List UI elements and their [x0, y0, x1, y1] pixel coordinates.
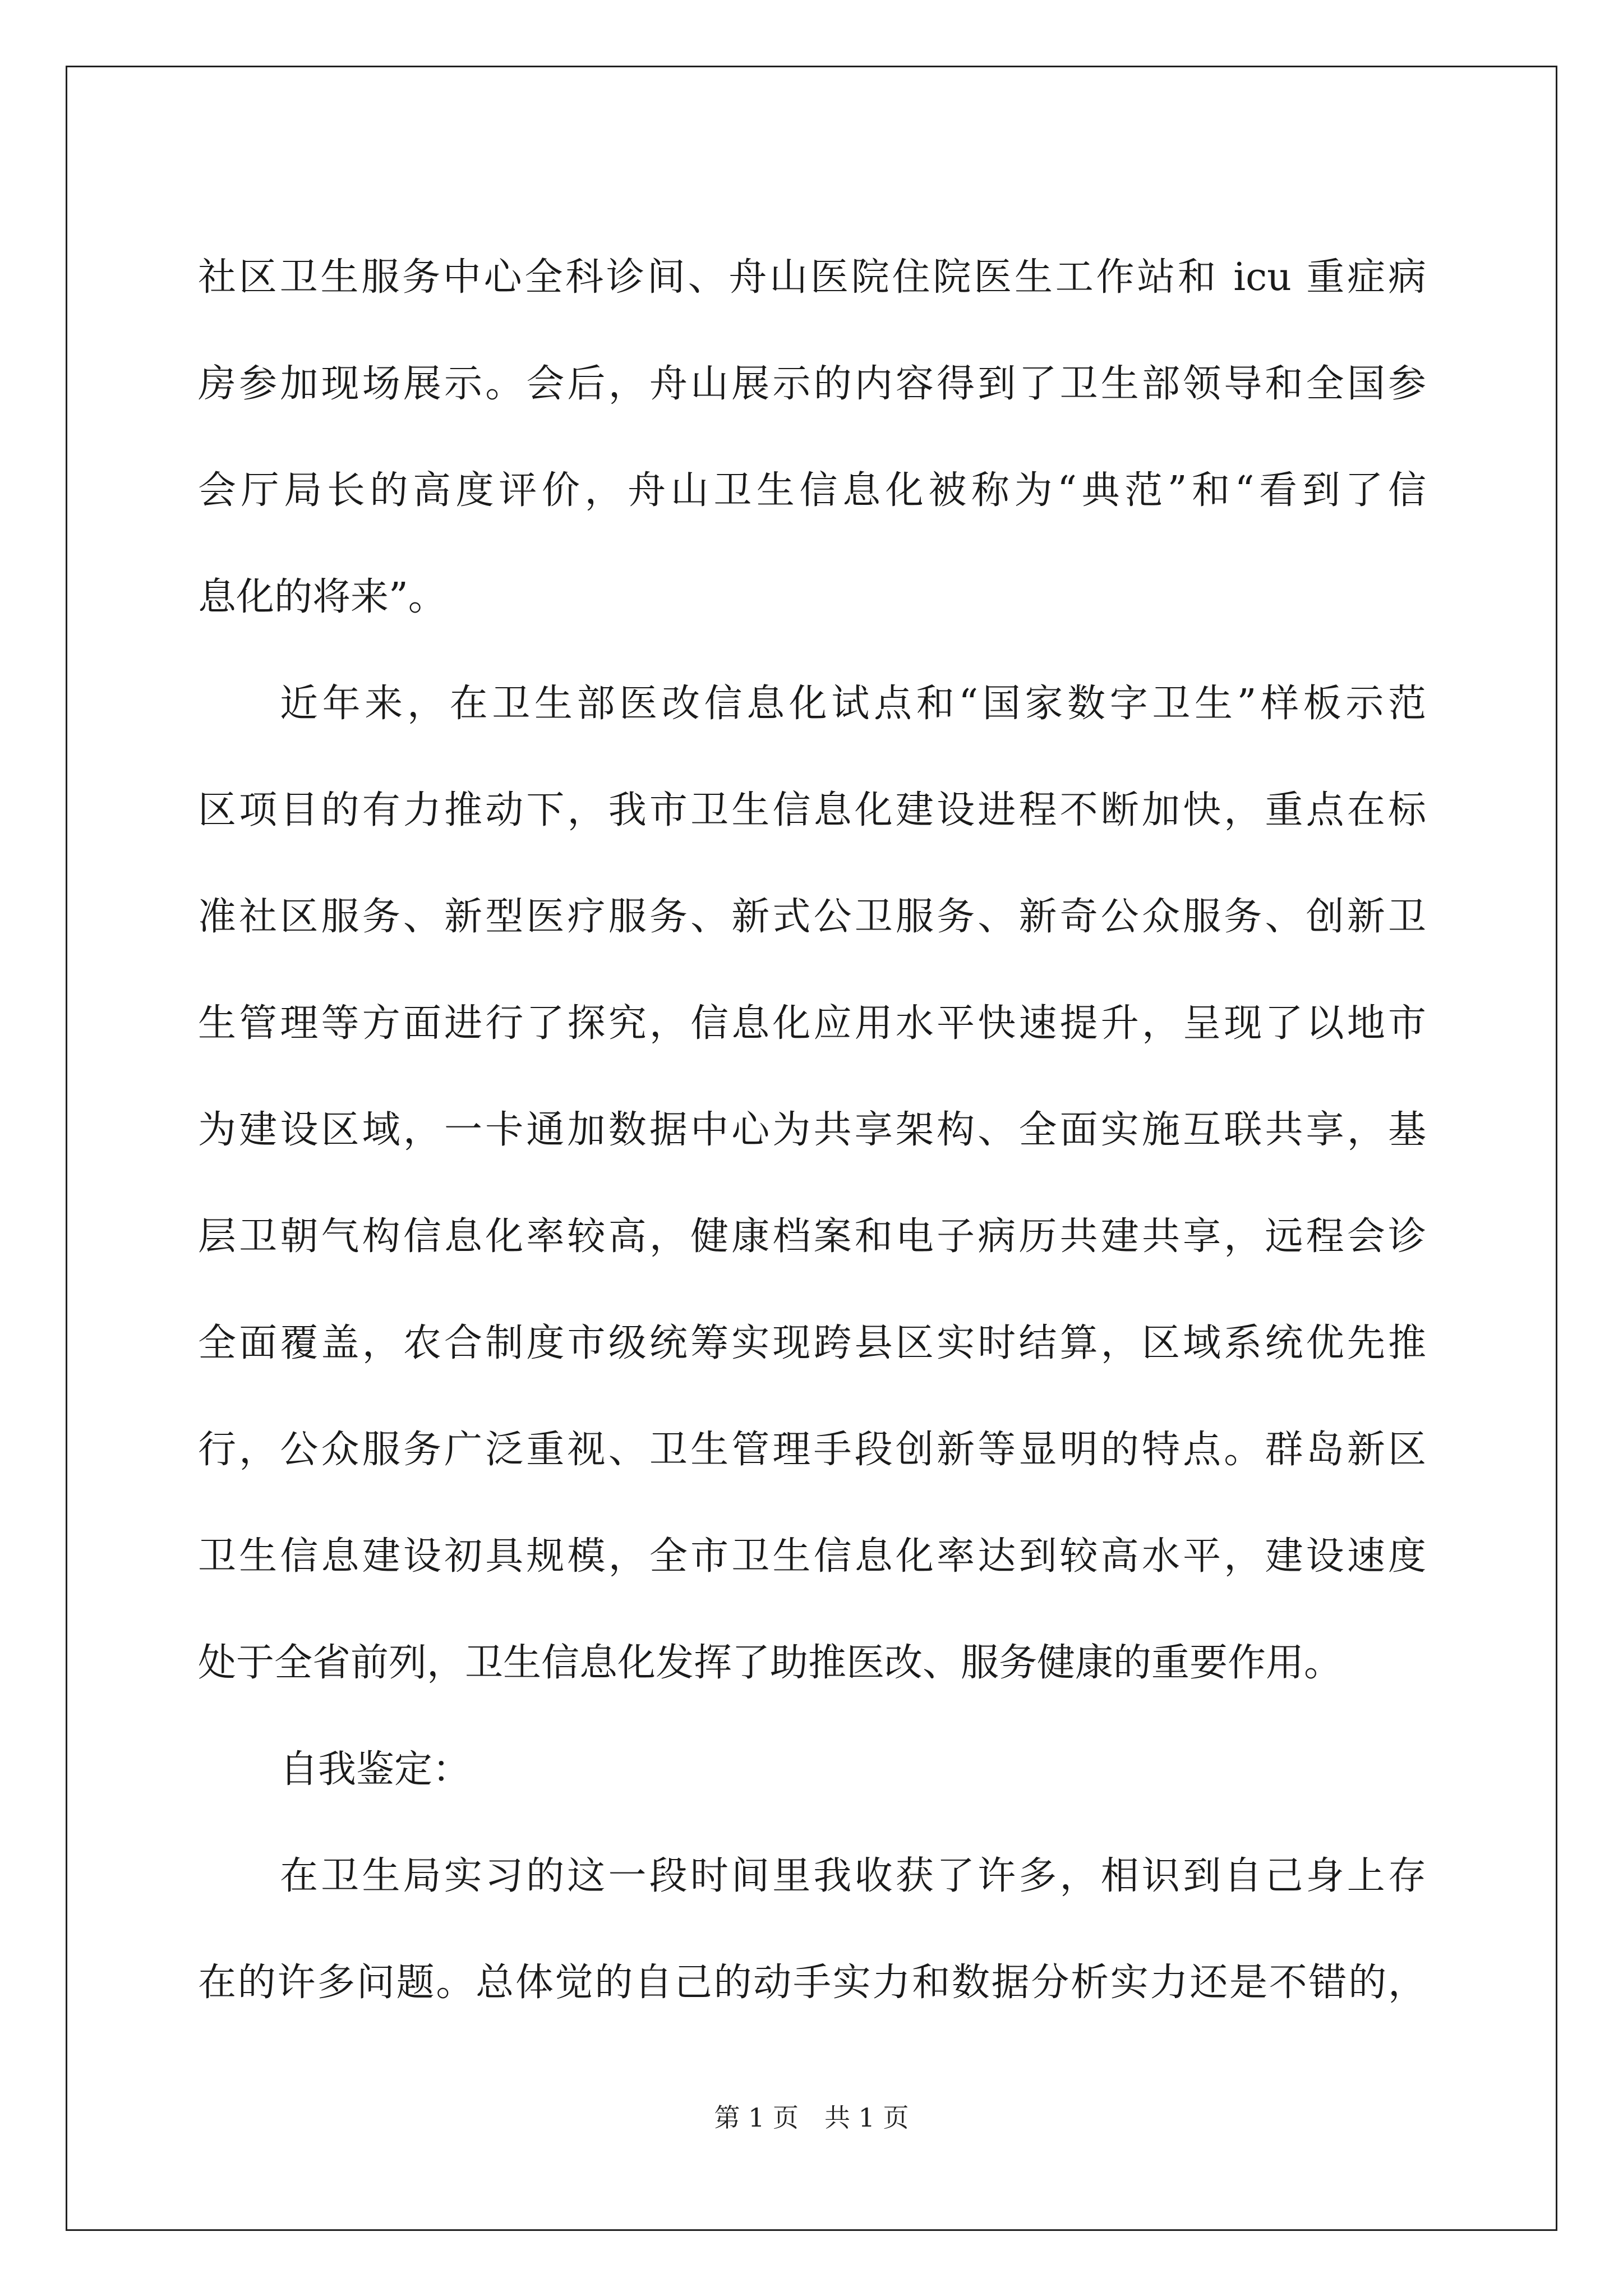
text-line: 为建设区域，一卡通加数据中心为共享架构、全面实施互联共享，基 [198, 1108, 1426, 1152]
text-line: 在的许多问题。总体觉的自己的动手实力和数据分析实力还是不错的， [198, 1961, 1426, 2005]
text-line: 卫生信息建设初具规模，全市卫生信息化率达到较高水平，建设速度 [198, 1534, 1426, 1579]
text-line: 区项目的有力推动下，我市卫生信息化建设进程不断加快，重点在标 [198, 788, 1426, 832]
text-line: 层卫朝气构信息化率较高，健康档案和电子病历共建共享，远程会诊 [198, 1214, 1426, 1259]
paragraph-start-line: 近年来，在卫生部医改信息化试点和“国家数字卫生”样板示范 [280, 682, 1426, 726]
text-line: 房参加现场展示。会后，舟山展示的内容得到了卫生部领导和全国参 [198, 362, 1426, 406]
text-line: 行，公众服务广泛重视、卫生管理手段创新等显明的特点。群岛新区 [198, 1428, 1426, 1472]
page-footer: 第 1 页 共 1 页 [714, 2102, 909, 2133]
paragraph-start-line: 在卫生局实习的这一段时间里我收获了许多，相识到自己身上存 [280, 1854, 1426, 1898]
text-line: 生管理等方面进行了探究，信息化应用水平快速提升，呈现了以地市 [198, 1001, 1426, 1046]
text-line: 处于全省前列，卫生信息化发挥了助推医改、服务健康的重要作用。 [198, 1641, 1343, 1685]
text-line: 社区卫生服务中心全科诊间、舟山医院住院医生工作站和 icu 重症病 [198, 255, 1426, 300]
text-line: 准社区服务、新型医疗服务、新式公卫服务、新奇公众服务、创新卫 [198, 895, 1426, 939]
text-line: 息化的将来”。 [198, 575, 446, 619]
text-line: 全面覆盖，农合制度市级统筹实现跨县区实时结算，区域系统优先推 [198, 1321, 1426, 1365]
section-heading: 自我鉴定： [280, 1747, 471, 1792]
text-line: 会厅局长的高度评价，舟山卫生信息化被称为“典范”和“看到了信 [198, 468, 1426, 513]
document-body [198, 224, 1426, 2036]
